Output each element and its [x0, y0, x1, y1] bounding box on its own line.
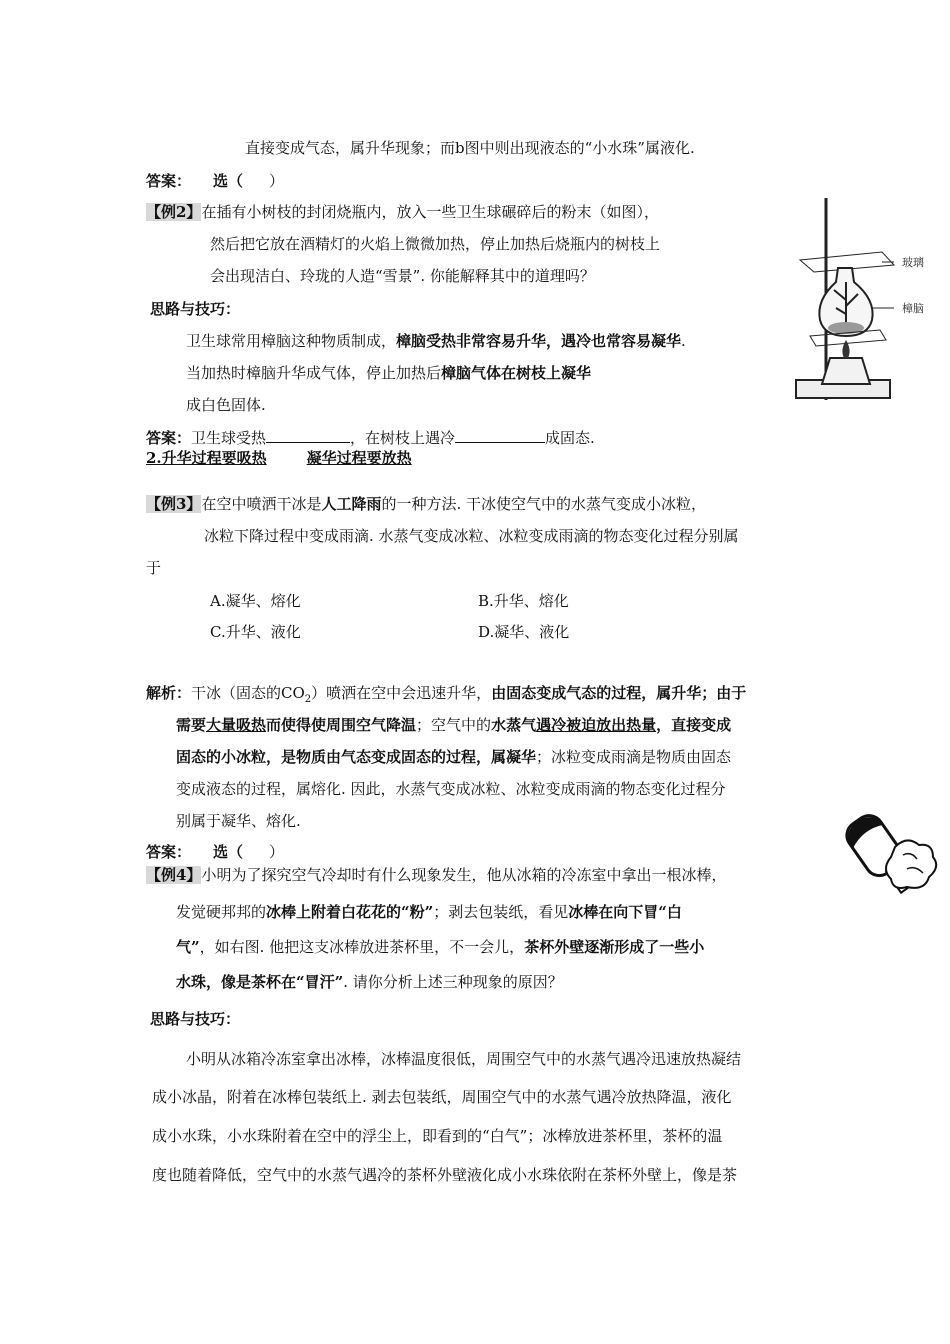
ex3-text-2: 冰粒下降过程中变成雨滴. 水蒸气变成冰粒、冰粒变成雨滴的物态变化过程分别属: [204, 527, 739, 545]
solution-2-line-3: [186, 395, 266, 415]
ex4-2a: 发觉硬邦邦的: [176, 903, 267, 921]
an-2f: 遇冷被迫放出热量: [536, 716, 657, 734]
an-1a: 干冰（固态的CO: [191, 684, 305, 702]
ex3-text-3: 于: [146, 559, 162, 577]
example-2-line-3: [210, 266, 595, 286]
s4-1: 小明从冰箱冷冻室拿出冰棒，冰棒温度很低，周围空气中的水蒸气遇冷迅速放热凝结: [186, 1050, 742, 1068]
s2-period: .: [681, 332, 686, 350]
option-d-label: D.凝华、液化: [478, 623, 570, 641]
example-2-tag: 【例2】: [146, 203, 202, 221]
an-4: 变成液态的过程，属熔化. 因此，水蒸气变成冰粒、冰粒变成雨滴的物态变化过程分: [176, 780, 726, 798]
an-2a: 需要: [176, 716, 207, 734]
tips-label: 思路与技巧：: [150, 300, 241, 318]
option-b-label: B.升华、熔化: [478, 592, 569, 610]
example-2-line-1: [146, 202, 659, 222]
ex4-2d: 冰棒在向下冒“白: [568, 903, 682, 921]
example-4-line-1: [146, 865, 726, 885]
an-1c: 由固态变成气态的过程，属升华；由于: [491, 684, 747, 702]
ex4-text-1: 小明为了探究空气冷却时有什么现象发生，他从冰箱的冷冻室中拿出一根冰棒，: [201, 866, 727, 884]
example-3-tag: 【例3】: [146, 495, 202, 513]
analysis-label: 解析：: [146, 684, 192, 702]
analysis-line-4: [176, 779, 726, 799]
an-2g: ，直接变成: [656, 716, 732, 734]
flask-apparatus-figure: [790, 190, 930, 430]
answer-2-part-1: 卫生球受热: [191, 429, 267, 447]
solution-4-line-3: [152, 1126, 722, 1146]
example-4-line-2: [176, 902, 682, 922]
example-4-tag: 【例4】: [146, 866, 202, 884]
s2-text: 卫生球常用樟脑这种物质制成，: [186, 332, 397, 350]
example-2-line-2: [210, 234, 660, 254]
option-c-label: C.升华、液化: [210, 623, 301, 641]
example-2-text-3: 会出现洁白、玲珑的人造“雪景”. 你能解释其中的道理吗？: [210, 267, 595, 285]
ex4-4b: . 请你分析上述三种现象的原因？: [343, 973, 563, 991]
option-c[interactable]: [210, 622, 301, 642]
ex4-2b: 冰棒上附着白花花的“粉”: [266, 903, 434, 921]
example-2-text-1: 在插有小树枝的封闭烧瓶内，放入一些卫生球碾碎后的粉末（如图），: [201, 203, 659, 221]
tips-heading-1: [150, 299, 240, 319]
answer-line-3: [146, 842, 284, 862]
answer-2-part-3: 成固态.: [545, 429, 595, 447]
select-close-3: ）: [269, 843, 285, 861]
s4-2: 成小冰晶，附着在冰棒包装纸上. 剥去包装纸，周围空气中的水蒸气遇冷放热降温，液化: [152, 1088, 732, 1106]
ex4-3b: ，如右图. 他把这支冰棒放进茶杯里，不一会儿，: [199, 938, 525, 956]
subscript-2: 2: [304, 694, 312, 705]
an-3b: ；冰粒变成雨滴是物质由固态: [536, 748, 732, 766]
solution-2-line-2: [186, 363, 591, 383]
ex3-text-c: 的一种方法. 干冰使空气中的水蒸气变成小冰粒，: [381, 495, 707, 513]
analysis-line-3: [176, 747, 731, 767]
tips-heading-2: [150, 1009, 240, 1029]
example-3-line-1: [146, 494, 706, 514]
answer-label: 答案：: [146, 172, 192, 190]
ex4-3c: 茶杯外壁逐渐形成了一些小: [524, 938, 705, 956]
an-2e: 水蒸气: [491, 716, 537, 734]
answer-label-2: 答案：: [146, 429, 192, 447]
s4-4: 度也随着降低，空气中的水蒸气遇冷的茶杯外壁液化成小水珠依附在茶杯外壁上，像是茶: [152, 1166, 738, 1184]
heading-part-1: 2.升华过程要吸热: [146, 449, 267, 467]
select-label: 选（: [213, 172, 244, 190]
example-3-line-2: [204, 526, 739, 546]
ice-pop-figure: [825, 795, 945, 905]
example-4-line-3: [176, 937, 704, 957]
answer-line-2: [146, 428, 595, 448]
text-line-sublimation-explanation: [245, 138, 695, 158]
an-2b: 大量吸热: [206, 716, 267, 734]
option-b[interactable]: [478, 591, 569, 611]
an-5: 别属于凝华、熔化.: [176, 812, 301, 830]
answer-line-1: [146, 171, 284, 191]
analysis-line-1: [146, 683, 746, 710]
ex3-text-a: 在空中喷洒干冰是: [201, 495, 322, 513]
example-4-line-4: [176, 972, 563, 992]
solution-4-line-4: [152, 1165, 737, 1185]
solution-2-line-1: [186, 331, 686, 351]
s2-text-3: 成白色固体.: [186, 396, 266, 414]
tips-label-2: 思路与技巧：: [150, 1010, 241, 1028]
example-3-line-3: [146, 558, 161, 578]
s4-3: 成小水珠，小水珠附着在空中的浮尘上，即看到的“白气”；冰棒放进茶杯里，茶杯的温: [152, 1127, 723, 1145]
ex4-4a: 水珠，像是茶杯在“冒汗”: [176, 973, 344, 991]
option-d[interactable]: [478, 622, 569, 642]
answer-blank-2[interactable]: [455, 428, 545, 443]
option-a-label: A.凝华、熔化: [210, 592, 301, 610]
analysis-line-2: [176, 715, 731, 735]
an-2c: 而使得使周围空气降温: [266, 716, 417, 734]
ex3-bold: 人工降雨: [321, 495, 382, 513]
s2-text-2: 当加热时樟脑升华成气体，停止加热后: [186, 364, 442, 382]
s2-bold-2: 樟脑气体在树枝上凝华: [441, 364, 592, 382]
answer-label-3: 答案：: [146, 843, 192, 861]
option-a[interactable]: [210, 591, 301, 611]
label-camphor: 樟脑: [902, 302, 924, 315]
label-glass: 玻璃: [902, 256, 924, 269]
an-1b: ）喷洒在空中会迅速升华，: [311, 684, 492, 702]
heading-part-2: 凝华过程要放热: [306, 449, 412, 467]
section-heading-2: [146, 448, 412, 468]
ex4-2c: ；剥去包装纸，看见: [433, 903, 569, 921]
answer-blank-1[interactable]: [266, 428, 350, 443]
text: 直接变成气态，属升华现象；而b图中则出现液态的“小水珠”属液化.: [245, 139, 695, 157]
select-close: ）: [269, 172, 285, 190]
answer-2-part-2: ，在树枝上遇冷: [350, 429, 456, 447]
analysis-line-5: [176, 811, 301, 831]
example-2-text-2: 然后把它放在酒精灯的火焰上微微加热，停止加热后烧瓶内的树枝上: [210, 235, 661, 253]
solution-4-line-1: [186, 1049, 741, 1069]
select-label-3: 选（: [213, 843, 244, 861]
an-2d: ；空气中的: [416, 716, 492, 734]
solution-4-line-2: [152, 1087, 732, 1107]
s2-bold: 樟脑受热非常容易升华，遇冷也常容易凝华: [396, 332, 682, 350]
an-3a: 固态的小冰粒，是物质由气态变成固态的过程，属凝华: [176, 748, 537, 766]
ex4-3a: 气”: [176, 938, 200, 956]
